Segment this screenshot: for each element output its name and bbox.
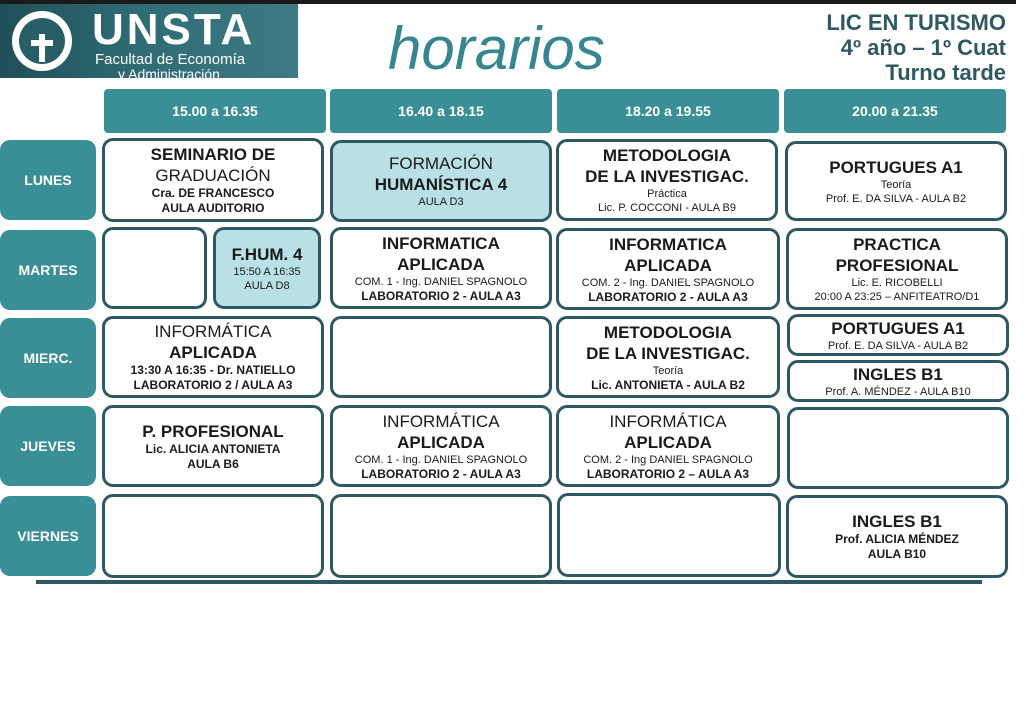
class-cell-metodologia-teoria: METODOLOGIA DE LA INVESTIGAC. Teoría Lic. ANTONIETA - AULA B2 [556,316,780,398]
day-label-lunes: LUNES [0,140,96,220]
day-label-jueves: JUEVES [0,406,96,486]
class-cell-informatica-com2-jueves: INFORMÁTICA APLICADA COM. 2 - Ing DANIEL SPAGNOLO LABORATORIO 2 – AULA A3 [556,405,780,487]
university-seal-icon [12,11,72,71]
slot-header-3: 18.20 a 19.55 [557,89,779,133]
class-cell-portugues-teoria: PORTUGUES A1 Teoría Prof. E. DA SILVA - AULA B2 [785,141,1007,221]
class-cell-informatica-com1: INFORMATICA APLICADA COM. 1 - Ing. DANIEL SPAGNOLO LABORATORIO 2 - AULA A3 [330,227,552,309]
day-label-miercoles: MIERC. [0,318,96,398]
university-logo [0,4,298,82]
class-cell-ingles-b1: INGLES B1 Prof. A. MÉNDEZ - AULA B10 [787,360,1009,402]
career-shift: Turno tarde [885,60,1006,85]
class-cell-informatica-com2: INFORMATICA APLICADA COM. 2 - Ing. DANIEL SPAGNOLO LABORATORIO 2 - AULA A3 [556,228,780,310]
bottom-divider [36,580,982,584]
class-cell-fhum4: F.HUM. 4 15:50 A 16:35 AULA D8 [213,227,321,309]
class-cell-portugues-b2: PORTUGUES A1 Prof. E. DA SILVA - AULA B2 [787,314,1009,356]
logo-faculty-line1: Facultad de Economía [95,51,246,68]
career-name: LIC EN TURISMO [826,10,1006,35]
slot-header-4: 20.00 a 21.35 [784,89,1006,133]
class-cell-empty [557,493,781,577]
class-cell-empty [330,494,552,578]
class-cell-empty [330,316,552,398]
logo-university-name: UNSTA [92,5,256,54]
day-label-viernes: VIERNES [0,496,96,576]
career-year: 4º año – 1º Cuat [840,35,1006,60]
slot-header-2: 16.40 a 18.15 [330,89,552,133]
class-cell-p-profesional: P. PROFESIONAL Lic. ALICIA ANTONIETA AULA B6 [102,405,324,487]
class-cell-informatica-com1-jueves: INFORMÁTICA APLICADA COM. 1 - Ing. DANIEL SPAGNOLO LABORATORIO 2 - AULA A3 [330,405,552,487]
class-cell-empty [102,494,324,578]
class-cell-informatica-natiello: INFORMÁTICA APLICADA 13:30 A 16:35 - Dr. NATIELLO LABORATORIO 2 / AULA A3 [102,316,324,398]
slot-header-1: 15.00 a 16.35 [104,89,326,133]
logo-faculty-line2: y Administración [118,66,220,82]
page-title: horarios [388,15,605,82]
class-cell-metodologia-practica: METODOLOGIA DE LA INVESTIGAC. Práctica Lic. P. COCCONI - AULA B9 [556,139,778,221]
class-cell-practica-profesional: PRACTICA PROFESIONAL Lic. E. RICOBELLI 20:00 A 23:25 – ANFITEATRO/D1 [786,228,1008,310]
class-cell-empty [102,227,207,309]
day-label-martes: MARTES [0,230,96,310]
career-info [826,10,1006,85]
class-cell-empty [787,407,1009,489]
class-cell-ingles-b1-viernes: INGLES B1 Prof. ALICIA MÉNDEZ AULA B10 [786,495,1008,578]
class-cell-formacion-humanistica: FORMACIÓN HUMANÍSTICA 4 AULA D3 [330,140,552,222]
class-cell-seminario: SEMINARIO DE GRADUACIÓN Cra. DE FRANCESCO AULA AUDITORIO [102,138,324,222]
